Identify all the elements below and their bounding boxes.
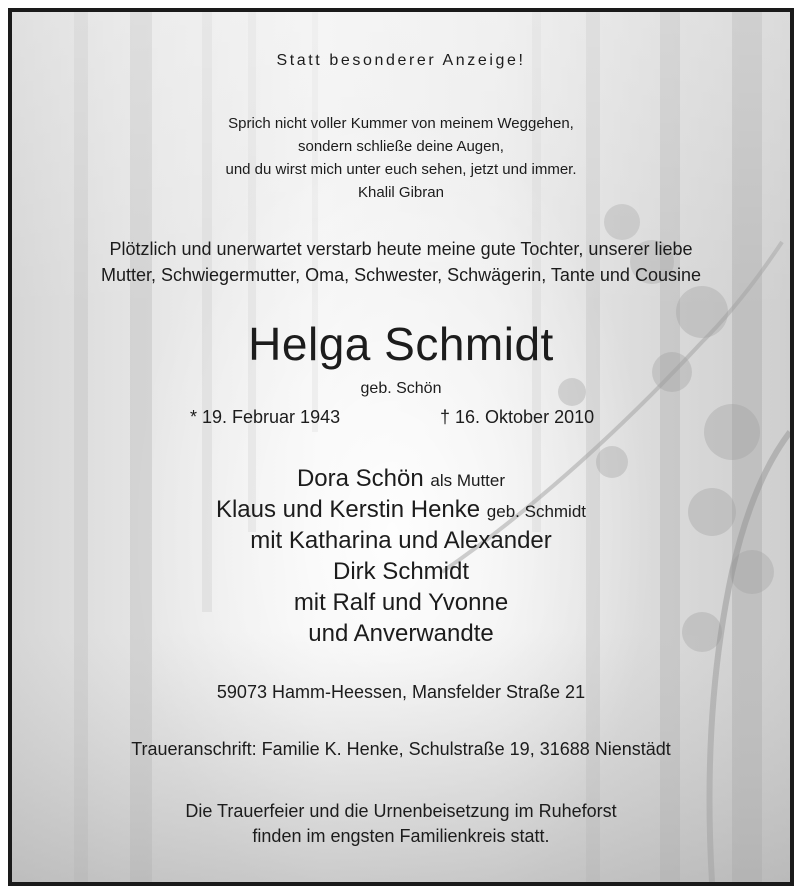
home-address: 59073 Hamm-Heessen, Mansfelder Straße 21 [216, 682, 586, 702]
ceremony-line: finden im engsten Familienkreis statt. [252, 826, 550, 846]
quote-line: sondern schließe deine Augen, [298, 138, 504, 155]
maiden-name: geb. Schön [360, 380, 442, 397]
ceremony-line: Die Trauerfeier und die Urnenbeisetzung im Ruheforst [185, 801, 617, 821]
birth-date: * 19. Februar 1943 [190, 407, 341, 427]
mourning-address: Traueranschrift: Familie K. Henke, Schulstraße 19, 31688 Nienstädt [131, 739, 671, 759]
mourner-relation: geb. Schmidt [486, 502, 587, 521]
intro-line: Plötzlich und unerwartet verstarb heute meine gute Tochter, unserer liebe [109, 239, 693, 259]
notice-content [12, 12, 790, 882]
mourner-line [12, 494, 790, 527]
intro-line: Mutter, Schwiegermutter, Oma, Schwester, Schwägerin, Tante und Cousine [101, 265, 701, 285]
mourner-line [12, 525, 790, 556]
mourner-line [12, 463, 790, 496]
mourner-line [12, 556, 790, 587]
obituary-notice [8, 8, 794, 886]
mourner-name: Klaus und Kerstin Henke [215, 496, 481, 523]
mourner-line [12, 587, 790, 618]
mourner-relation: als Mutter [430, 471, 506, 490]
deceased-name: Helga Schmidt [248, 318, 554, 370]
mourner-name: mit Ralf und Yvonne [293, 589, 509, 616]
quote-line: und du wirst mich unter euch sehen, jetzt und immer. [225, 161, 577, 178]
mourner-line [12, 618, 790, 649]
quote-line: Sprich nicht voller Kummer von meinem Weggehen, [228, 115, 574, 132]
quote-author: Khalil Gibran [358, 184, 444, 201]
death-date: † 16. Oktober 2010 [440, 407, 595, 427]
notice-heading: Statt besonderer Anzeige! [276, 52, 526, 69]
mourner-name: Dirk Schmidt [332, 558, 470, 585]
mourner-name: Dora Schön [296, 465, 424, 492]
mourner-name: mit Katharina und Alexander [250, 527, 552, 554]
mourner-name: und Anverwandte [308, 620, 494, 647]
